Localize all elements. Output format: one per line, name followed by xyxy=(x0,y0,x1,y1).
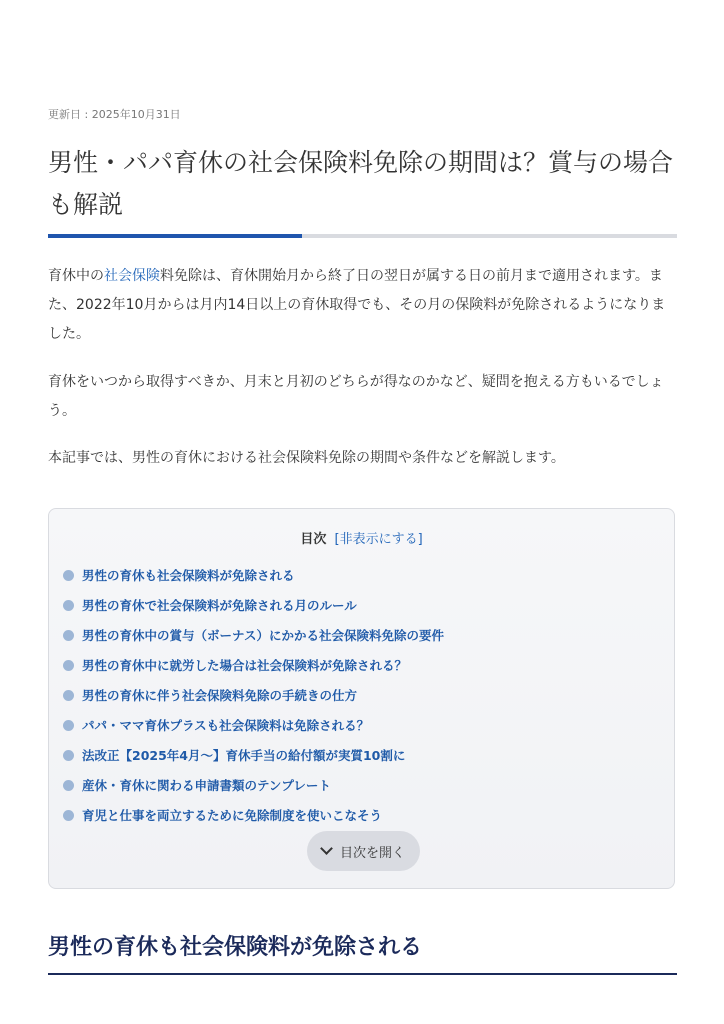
toc-item-label[interactable]: 法改正【2025年4月～】育休手当の給付額が実質10割に xyxy=(82,748,406,763)
social-insurance-link[interactable]: 社会保険 xyxy=(104,268,160,284)
toc-hide-toggle[interactable]: [非表示にする] xyxy=(334,532,423,547)
intro-text-prefix: 育休中の xyxy=(48,268,104,284)
toc-item[interactable] xyxy=(63,561,444,591)
table-of-contents xyxy=(48,508,675,889)
toc-item-label[interactable]: 産休・育休に関わる申請書類のテンプレート xyxy=(82,778,331,793)
toc-item[interactable] xyxy=(63,681,444,711)
title-underline-accent xyxy=(48,234,302,238)
toc-item[interactable] xyxy=(63,741,444,771)
intro-text-suffix: 料免除は、育休開始月から終了日の翌日が属する日の前月まで適用されます。また、2022年10月からは月内14日以上の育休取得でも、その月の保険料が免除されるようになりました。 xyxy=(48,268,666,342)
section-heading: 男性の育休も社会保険料が免除される xyxy=(48,935,423,960)
section-heading-rule xyxy=(48,973,677,975)
toc-list xyxy=(63,561,444,831)
bullet-dot-icon xyxy=(63,780,74,791)
toc-item-label[interactable]: 男性の育休中に就労した場合は社会保険料が免除される？ xyxy=(82,658,408,673)
bullet-dot-icon xyxy=(63,810,74,821)
toc-item[interactable] xyxy=(63,591,444,621)
bullet-dot-icon xyxy=(63,660,74,671)
toc-title: 目次 xyxy=(300,532,327,547)
toc-item-label[interactable]: パパ・ママ育休プラスも社会保険料は免除される？ xyxy=(82,718,370,733)
toc-item[interactable] xyxy=(63,621,444,651)
toc-item[interactable] xyxy=(63,801,444,831)
toc-item-label[interactable]: 男性の育休中の賞与（ボーナス）にかかる社会保険料免除の要件 xyxy=(82,628,445,643)
intro-paragraph-1 xyxy=(48,262,678,349)
bullet-dot-icon xyxy=(63,750,74,761)
toc-item-label[interactable]: 男性の育休も社会保険料が免除される xyxy=(82,568,295,583)
toc-item[interactable] xyxy=(63,651,444,681)
chevron-down-icon xyxy=(320,842,333,855)
toc-heading xyxy=(49,528,674,547)
toc-open-button[interactable] xyxy=(307,831,420,871)
page-title: 男性・パパ育休の社会保険料免除の期間は？賞与の場合も解説 xyxy=(48,148,674,219)
toc-item[interactable] xyxy=(63,771,444,801)
toc-open-label: 目次を開く xyxy=(339,845,405,861)
intro-paragraph-2: 育休をいつから取得すべきか、月末と月初のどちらが得なのかなど、疑問を抱える方もいるでしょう。 xyxy=(48,374,664,419)
toc-item-label[interactable]: 男性の育休で社会保険料が免除される月のルール xyxy=(82,598,357,613)
title-underline xyxy=(48,234,677,238)
bullet-dot-icon xyxy=(63,690,74,701)
bullet-dot-icon xyxy=(63,720,74,731)
updated-date: 更新日 : 2025年10月31日 xyxy=(48,108,181,121)
toc-item[interactable] xyxy=(63,711,444,741)
bullet-dot-icon xyxy=(63,630,74,641)
toc-item-label[interactable]: 育児と仕事を両立するために免除制度を使いこなそう xyxy=(82,808,383,823)
bullet-dot-icon xyxy=(63,600,74,611)
bullet-dot-icon xyxy=(63,570,74,581)
toc-item-label[interactable]: 男性の育休に伴う社会保険料免除の手続きの仕方 xyxy=(82,688,358,703)
intro-paragraph-3: 本記事では、男性の育休における社会保険料免除の期間や条件などを解説します。 xyxy=(48,450,565,466)
